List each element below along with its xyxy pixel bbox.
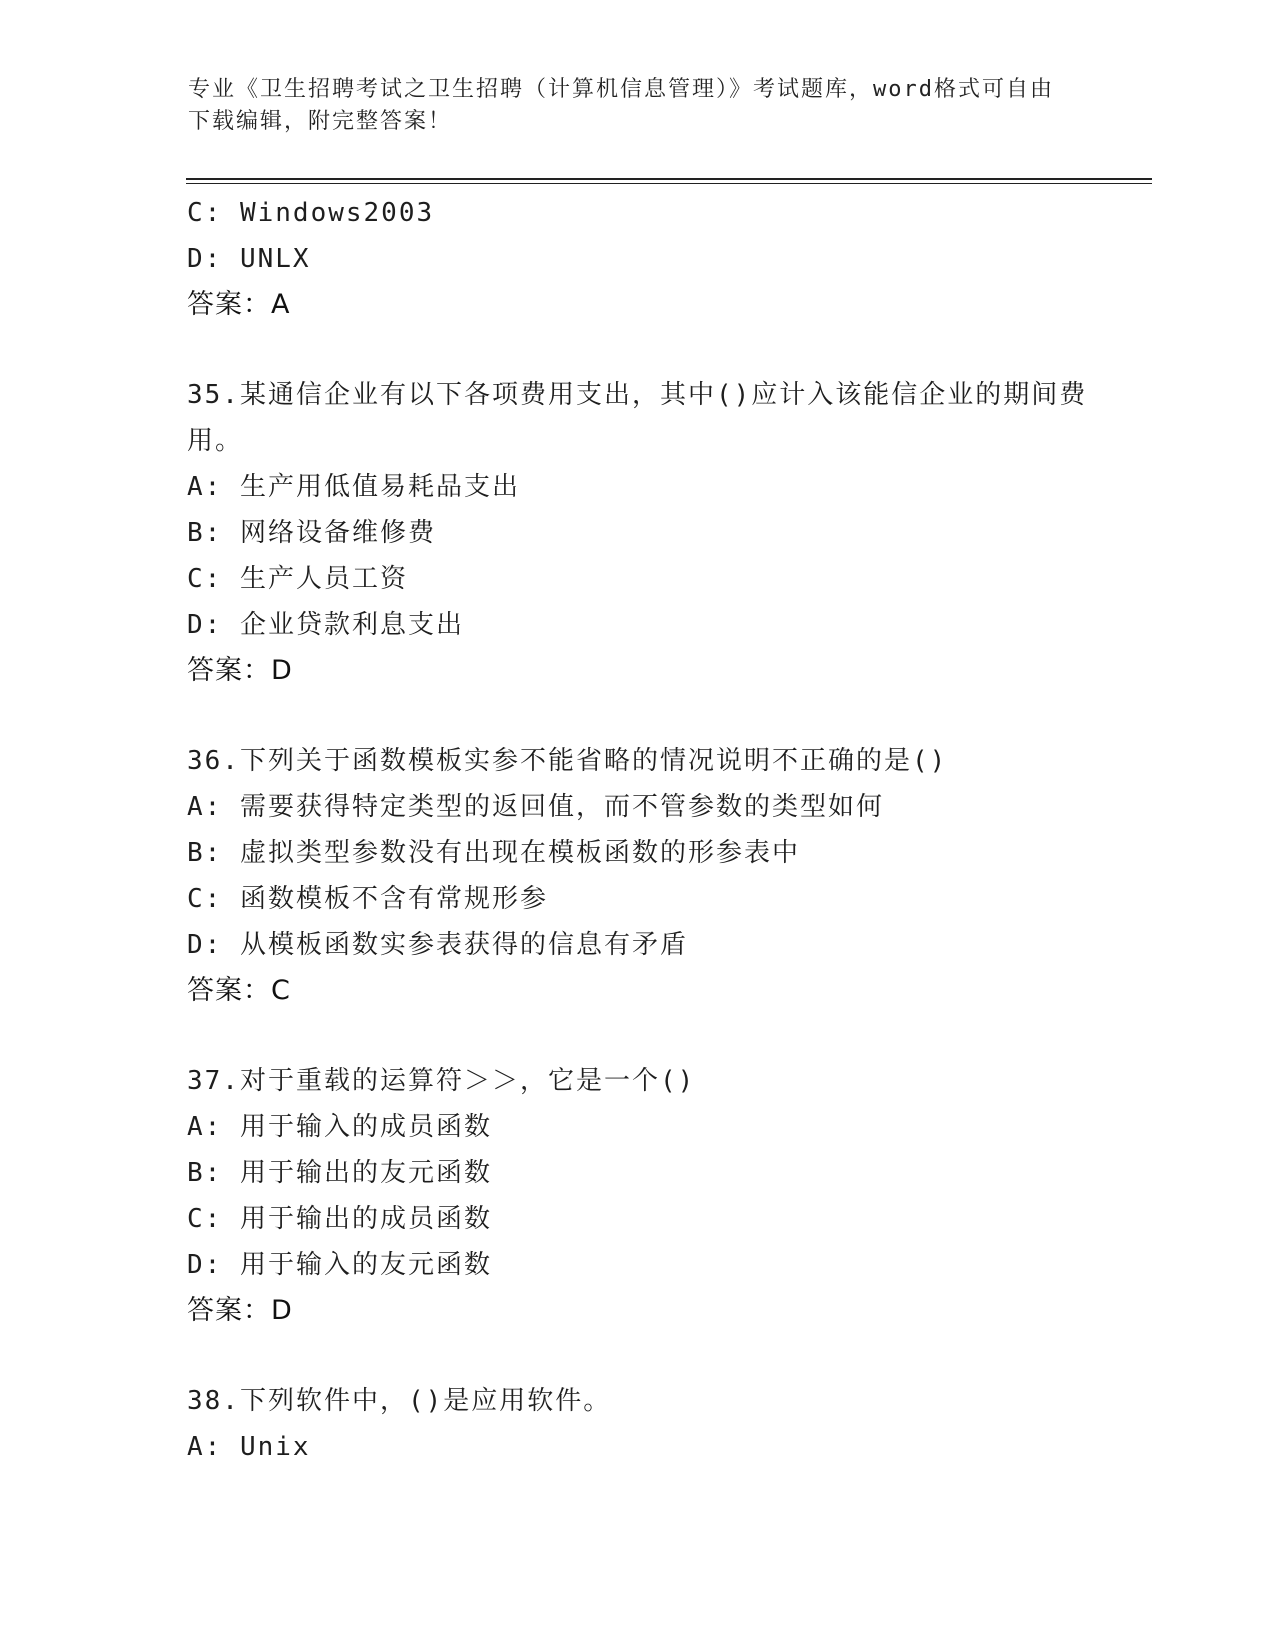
option-a: A: Unix <box>187 1432 311 1462</box>
question-content <box>187 190 1127 1470</box>
question-stem: 36.下列关于函数模板实参不能省略的情况说明不正确的是() <box>187 746 948 776</box>
answer-line: 答案：C <box>187 975 291 1006</box>
header-text: 专业《卫生招聘考试之卫生招聘（计算机信息管理）》考试题库，word格式可自由下载编辑，附完整答案！ <box>188 77 1054 134</box>
question-stem: 35.某通信企业有以下各项费用支出，其中()应计入该能信企业的期间费用。 <box>187 380 1088 456</box>
option-d: D: 企业贷款利息支出 <box>187 610 464 640</box>
question-stem: 37.对于重载的运算符＞＞，它是一个() <box>187 1066 696 1096</box>
option-b: B: 网络设备维修费 <box>187 518 436 548</box>
question-38 <box>187 1378 1127 1470</box>
option-c: C: Windows2003 <box>187 198 435 228</box>
option-a: A: 需要获得特定类型的返回值，而不管参数的类型如何 <box>187 792 884 822</box>
answer-line: 答案：D <box>187 655 293 686</box>
option-d: D: UNLX <box>187 244 311 274</box>
option-a: A: 用于输入的成员函数 <box>187 1112 492 1142</box>
option-c: C: 用于输出的成员函数 <box>187 1204 492 1234</box>
document-header <box>188 74 1068 138</box>
question-37 <box>187 1058 1127 1334</box>
option-c: C: 函数模板不含有常规形参 <box>187 884 548 914</box>
option-c: C: 生产人员工资 <box>187 564 408 594</box>
question-35 <box>187 372 1127 694</box>
answer-line: 答案：A <box>187 289 291 320</box>
answer-line: 答案：D <box>187 1295 293 1326</box>
question-36 <box>187 738 1127 1014</box>
question-stem: 38.下列软件中，()是应用软件。 <box>187 1386 612 1416</box>
option-b: B: 虚拟类型参数没有出现在模板函数的形参表中 <box>187 838 800 868</box>
option-d: D: 从模板函数实参表获得的信息有矛盾 <box>187 930 688 960</box>
option-d: D: 用于输入的友元函数 <box>187 1250 492 1280</box>
leading-options <box>187 190 1127 328</box>
option-a: A: 生产用低值易耗品支出 <box>187 472 520 502</box>
option-b: B: 用于输出的友元函数 <box>187 1158 492 1188</box>
header-divider <box>186 178 1152 184</box>
